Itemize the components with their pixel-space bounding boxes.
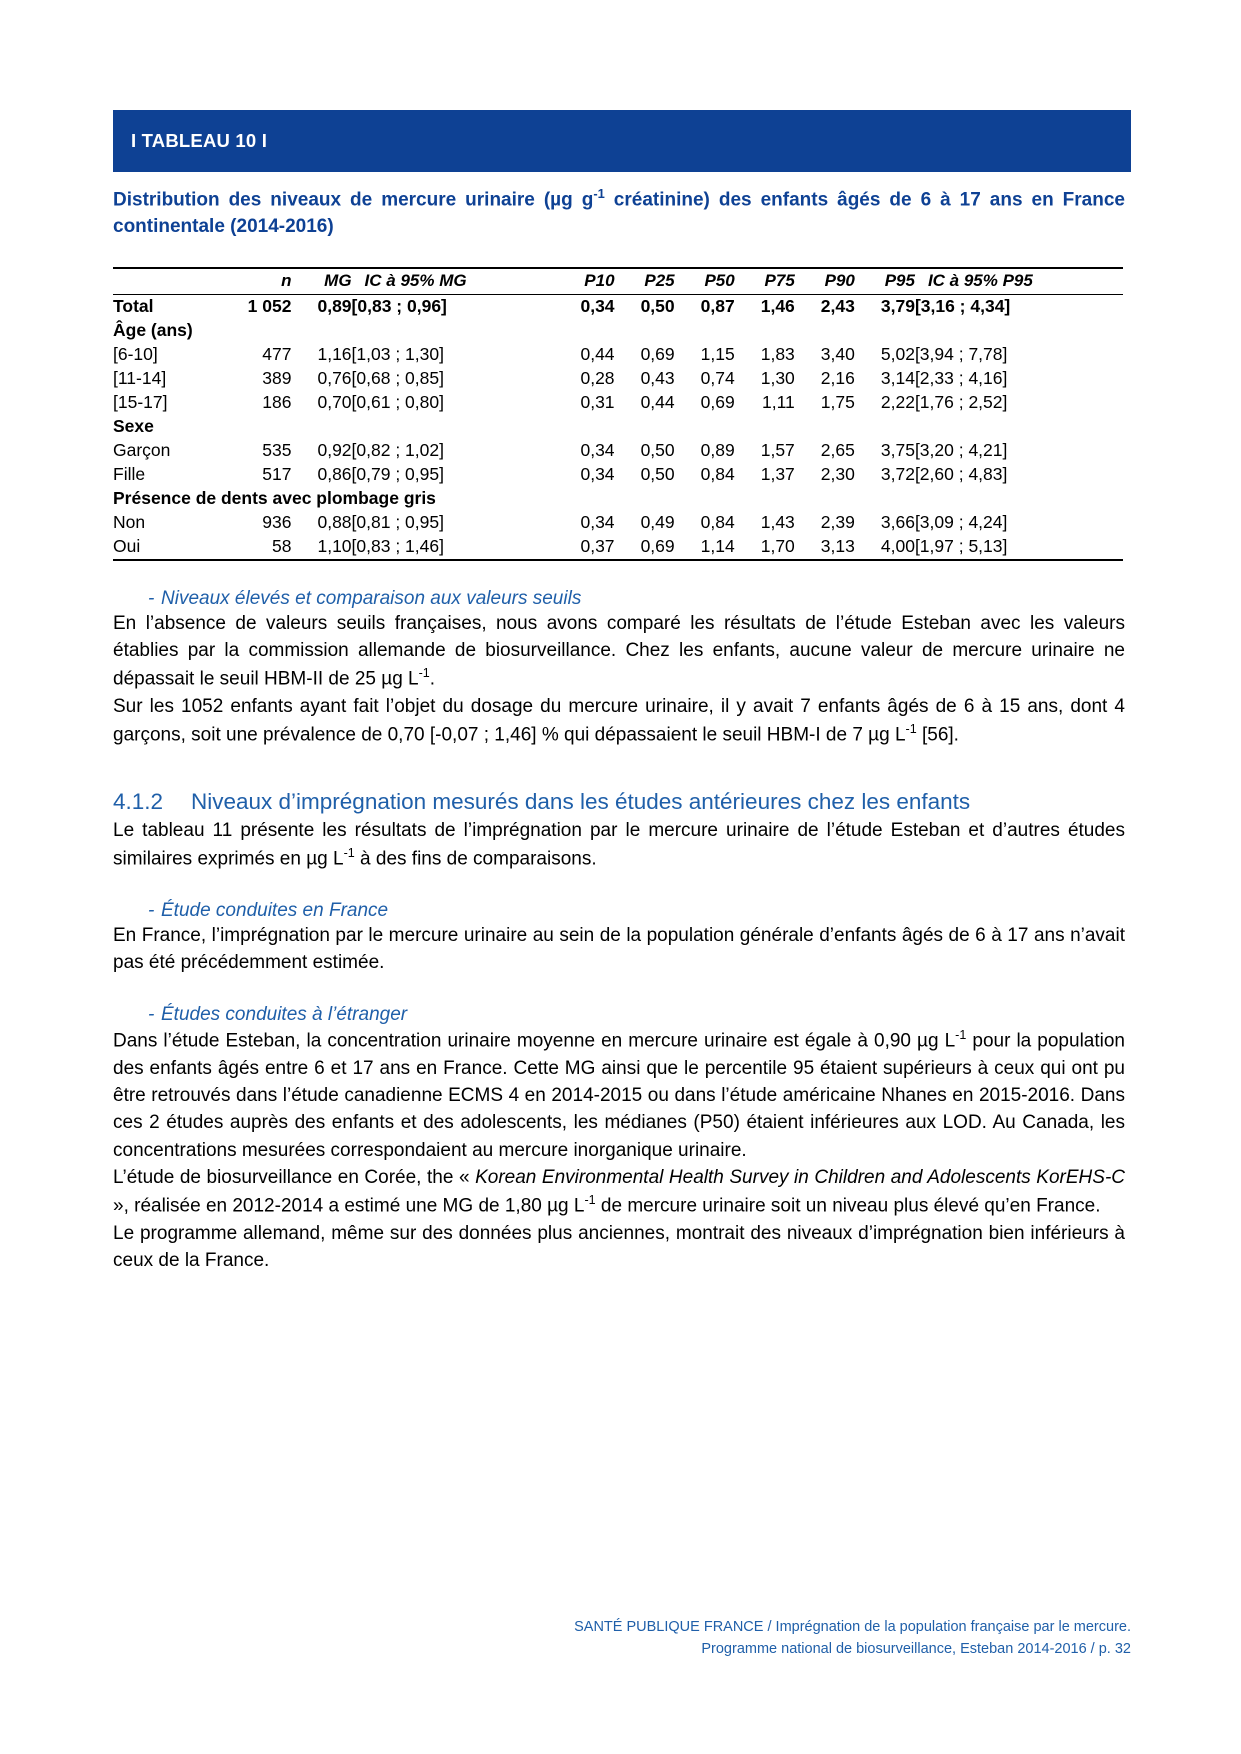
cell-label: [6-10]	[113, 343, 158, 364]
table-caption-superscript: -1	[593, 186, 605, 201]
cell-p10: 0,34	[580, 296, 615, 317]
cell-p10: 0,34	[580, 511, 615, 532]
cell-n: 1 052	[247, 296, 292, 317]
p1-text-b: .	[429, 668, 436, 690]
cell-p95: 3,75	[880, 439, 915, 460]
cell-p90: 1,75	[820, 391, 855, 412]
bullet-dash-icon: -	[148, 1003, 155, 1025]
cell-n: 535	[262, 439, 292, 460]
bullet-text-1: Niveaux élevés et comparaison aux valeurs seuils	[161, 587, 582, 609]
paragraph-tableau11	[113, 817, 1125, 873]
p3-text-a: Le tableau 11 présente les résultats de l’imprégnation par le mercure urinaire de l’étude Esteban et d’autres études similaires exprimés en µg L	[113, 820, 1125, 870]
cell-p75: 1,83	[760, 343, 795, 364]
distribution-table	[113, 267, 1123, 561]
cell-p75: 1,30	[760, 367, 795, 388]
cell-ic-p95: [3,16 ; 4,34]	[914, 296, 1011, 317]
cell-p90: 2,65	[820, 439, 855, 460]
th-p50: P50	[704, 270, 735, 290]
bullet-text-3: Études conduites à l’étranger	[161, 1003, 408, 1025]
cell-n: 477	[262, 343, 292, 364]
table-row	[113, 367, 1123, 391]
cell-p50: 0,69	[700, 391, 735, 412]
section-title: Niveaux d’imprégnation mesurés dans les études antérieures chez les enfants	[191, 789, 971, 815]
cell-p50: 0,74	[700, 367, 735, 388]
cell-p95: 5,02	[880, 343, 915, 364]
cell-p25: 0,43	[640, 367, 675, 388]
p5-text-a: Dans l’étude Esteban, la concentration urinaire moyenne en mercure urinaire est égale à 0,90 µg L	[113, 1030, 956, 1052]
cell-p25: 0,50	[640, 296, 675, 317]
cell-p10: 0,34	[580, 439, 615, 460]
table-row	[113, 511, 1123, 535]
paragraph-esteban-comparison	[113, 1026, 1125, 1164]
cell-mg: 1,16	[317, 343, 352, 364]
cell-p95: 3,66	[880, 511, 915, 532]
th-p10: P10	[584, 270, 615, 290]
cell-p10: 0,31	[580, 391, 615, 412]
cell-p90: 3,13	[820, 535, 855, 556]
cell-p90: 2,39	[820, 511, 855, 532]
bullet-text-2: Étude conduites en France	[161, 900, 389, 922]
table-group-label: Sexe	[113, 415, 154, 436]
table-header-row	[113, 268, 1123, 295]
paragraph-seuils	[113, 610, 1125, 693]
cell-p50: 1,15	[700, 343, 735, 364]
p1-superscript: -1	[418, 666, 430, 681]
cell-p50: 0,84	[700, 463, 735, 484]
table-group-label: Présence de dents avec plombage gris	[113, 487, 436, 508]
table-caption	[113, 185, 1125, 240]
cell-ic-mg: [0,82 ; 1,02]	[351, 439, 444, 460]
cell-p95: 3,72	[880, 463, 915, 484]
p2-text-b: [56].	[916, 724, 959, 746]
cell-p95: 3,14	[880, 367, 915, 388]
paragraph-allemagne: Le programme allemand, même sur des données plus anciennes, montrait des niveaux d’imprégnation bien inférieurs à ceux de la France.	[113, 1223, 1125, 1272]
cell-mg: 0,70	[317, 391, 352, 412]
cell-ic-mg: [0,81 ; 0,95]	[351, 511, 444, 532]
cell-p75: 1,70	[760, 535, 795, 556]
p5-superscript: -1	[955, 1027, 967, 1042]
table-body	[113, 295, 1123, 560]
cell-p90: 3,40	[820, 343, 855, 364]
p6-text-a: L’étude de biosurveillance en Corée, the «	[113, 1166, 476, 1188]
p2-superscript: -1	[905, 722, 917, 737]
cell-ic-p95: [3,94 ; 7,78]	[914, 343, 1008, 364]
cell-ic-p95: [1,97 ; 5,13]	[914, 535, 1008, 556]
cell-mg: 0,89	[317, 296, 352, 317]
cell-ic-p95: [3,09 ; 4,24]	[914, 511, 1008, 532]
cell-p10: 0,28	[580, 367, 615, 388]
cell-label: Non	[113, 511, 146, 532]
th-n: n	[281, 270, 292, 290]
th-p25: P25	[644, 270, 675, 290]
table-row	[113, 343, 1123, 367]
cell-mg: 0,76	[317, 367, 352, 388]
cell-ic-mg: [0,83 ; 0,96]	[351, 296, 447, 317]
cell-mg: 0,92	[317, 439, 352, 460]
cell-p50: 0,89	[700, 439, 735, 460]
cell-p75: 1,57	[760, 439, 795, 460]
paragraph-en-france: En France, l’imprégnation par le mercure urinaire au sein de la population générale d’enfants âgés de 6 à 17 ans n’avait pas été précédemment estimée.	[113, 925, 1125, 974]
table-row	[113, 535, 1123, 560]
cell-p75: 1,11	[762, 391, 795, 412]
cell-p95: 2,22	[880, 391, 915, 412]
cell-ic-p95: [2,60 ; 4,83]	[914, 463, 1008, 484]
cell-p90: 2,43	[820, 296, 855, 317]
cell-p50: 0,84	[700, 511, 735, 532]
page-footer	[113, 1616, 1131, 1661]
cell-p95: 3,79	[880, 296, 915, 317]
p1-text-a: En l’absence de valeurs seuils françaises, nous avons comparé les résultats de l’étude Esteban avec les valeurs établies par la commission allemande de biosurveillance. Chez les enfants, aucune valeur de mercure urinaire ne dépassait le seuil HBM-II de 25 µg L	[113, 612, 1125, 690]
footer-line-1: SANTÉ PUBLIQUE FRANCE / Imprégnation de la population française par le mercure.	[574, 1619, 1131, 1635]
cell-p25: 0,50	[640, 463, 675, 484]
cell-n: 186	[262, 391, 292, 412]
table-caption-part1: Distribution des niveaux de mercure urinaire (µg g	[113, 189, 594, 211]
cell-ic-mg: [0,61 ; 0,80]	[351, 391, 444, 412]
cell-p75: 1,46	[760, 296, 795, 317]
cell-ic-mg: [0,79 ; 0,95]	[351, 463, 444, 484]
section-heading-412	[113, 787, 1131, 817]
cell-label: Oui	[113, 535, 141, 556]
cell-ic-mg: [1,03 ; 1,30]	[351, 343, 444, 364]
table-row	[113, 487, 1123, 511]
section-number: 4.1.2	[113, 789, 164, 815]
cell-p90: 2,30	[820, 463, 855, 484]
cell-label: [11-14]	[113, 367, 167, 388]
th-p95: P95	[884, 270, 915, 290]
bullet-etudes-etranger	[113, 1004, 1131, 1026]
table-banner-label: I TABLEAU 10 I	[131, 130, 268, 151]
bullet-niveaux-eleves	[113, 588, 1131, 610]
cell-label: Fille	[113, 463, 146, 484]
p3-superscript: -1	[343, 846, 355, 861]
cell-ic-mg: [0,68 ; 0,85]	[351, 367, 444, 388]
cell-p25: 0,69	[640, 535, 675, 556]
cell-p25: 0,49	[640, 511, 675, 532]
table-caption-part2: créatinine) des enfants âgés de 6 à 17 ans en France continentale (2014-2016)	[113, 189, 1125, 237]
th-label	[113, 268, 214, 295]
th-ic-p95: IC à 95% P95	[927, 270, 1033, 290]
paragraph-coree	[113, 1164, 1125, 1220]
th-p90: P90	[824, 270, 855, 290]
cell-ic-mg: [0,83 ; 1,46]	[351, 535, 444, 556]
cell-mg: 1,10	[317, 535, 352, 556]
table-banner	[113, 110, 1131, 172]
bullet-dash-icon: -	[148, 587, 155, 609]
table-row	[113, 439, 1123, 463]
cell-p50: 1,14	[700, 535, 735, 556]
cell-p10: 0,34	[580, 463, 615, 484]
page-content	[113, 110, 1131, 1275]
cell-n: 936	[262, 511, 292, 532]
cell-p25: 0,44	[640, 391, 675, 412]
cell-p75: 1,43	[760, 511, 795, 532]
paragraph-prevalence	[113, 693, 1125, 749]
table-row	[113, 295, 1123, 319]
th-ic-mg: IC à 95% MG	[364, 270, 467, 290]
bullet-etudes-france	[113, 900, 1131, 922]
p6-superscript: -1	[584, 1193, 596, 1208]
distribution-table-wrapper	[113, 267, 1123, 561]
p6-text-b: », réalisée en 2012-2014 a estimé une MG de 1,80 µg L	[113, 1195, 585, 1217]
table-row	[113, 319, 1123, 343]
cell-label: Total	[113, 296, 154, 317]
footer-line-2: Programme national de biosurveillance, Esteban 2014-2016 / p. 32	[701, 1641, 1131, 1658]
p2-text-a: Sur les 1052 enfants ayant fait l’objet du dosage du mercure urinaire, il y avait 7 enfants âgés de 6 à 15 ans, dont 4 garçons, soit une prévalence de 0,70 [-0,07 ; 1,46] % qui dépassaient le seuil HBM-I de 7 µg L	[113, 696, 1125, 746]
cell-label: [15-17]	[113, 391, 168, 412]
table-row	[113, 463, 1123, 487]
cell-p25: 0,69	[640, 343, 675, 364]
cell-p50: 0,87	[700, 296, 735, 317]
cell-ic-p95: [1,76 ; 2,52]	[914, 391, 1008, 412]
table-row	[113, 391, 1123, 415]
cell-ic-p95: [2,33 ; 4,16]	[914, 367, 1008, 388]
cell-mg: 0,86	[317, 463, 352, 484]
cell-ic-p95: [3,20 ; 4,21]	[914, 439, 1008, 460]
cell-p10: 0,37	[580, 535, 615, 556]
cell-label: Garçon	[113, 439, 171, 460]
cell-n: 389	[262, 367, 292, 388]
table-group-label: Âge (ans)	[113, 320, 193, 341]
cell-p95: 4,00	[880, 535, 915, 556]
cell-p10: 0,44	[580, 343, 615, 364]
p3-text-b: à des fins de comparaisons.	[354, 848, 597, 870]
cell-n: 58	[272, 535, 292, 556]
p5-text-b: pour la population des enfants âgés entre 6 et 17 ans en France. Cette MG ainsi que le percentile 95 étaient supérieurs à ceux qui ont pu être retrouvés dans l’étude canadienne ECMS 4 en 2014-2015 ou dans l’étude américaine Nhanes en 2015-2016. Dans ces 2 études auprès des enfants et des adolescents, les médianes (P50) étaient inférieures aux LOD. Au Canada, les concentrations mesurées correspondaient au mercure inorganique urinaire.	[113, 1030, 1125, 1161]
table-head	[113, 268, 1123, 295]
th-mg: MG	[324, 270, 352, 290]
p6-study-title: Korean Environmental Health Survey in Children and Adolescents KorEHS-C	[475, 1166, 1125, 1188]
cell-mg: 0,88	[317, 511, 352, 532]
cell-p90: 2,16	[820, 367, 855, 388]
bullet-dash-icon: -	[148, 900, 155, 922]
th-p75: P75	[764, 270, 795, 290]
cell-p25: 0,50	[640, 439, 675, 460]
cell-p75: 1,37	[760, 463, 795, 484]
cell-n: 517	[262, 463, 292, 484]
table-row	[113, 415, 1123, 439]
p6-text-c: de mercure urinaire soit un niveau plus élevé qu’en France.	[595, 1195, 1101, 1217]
